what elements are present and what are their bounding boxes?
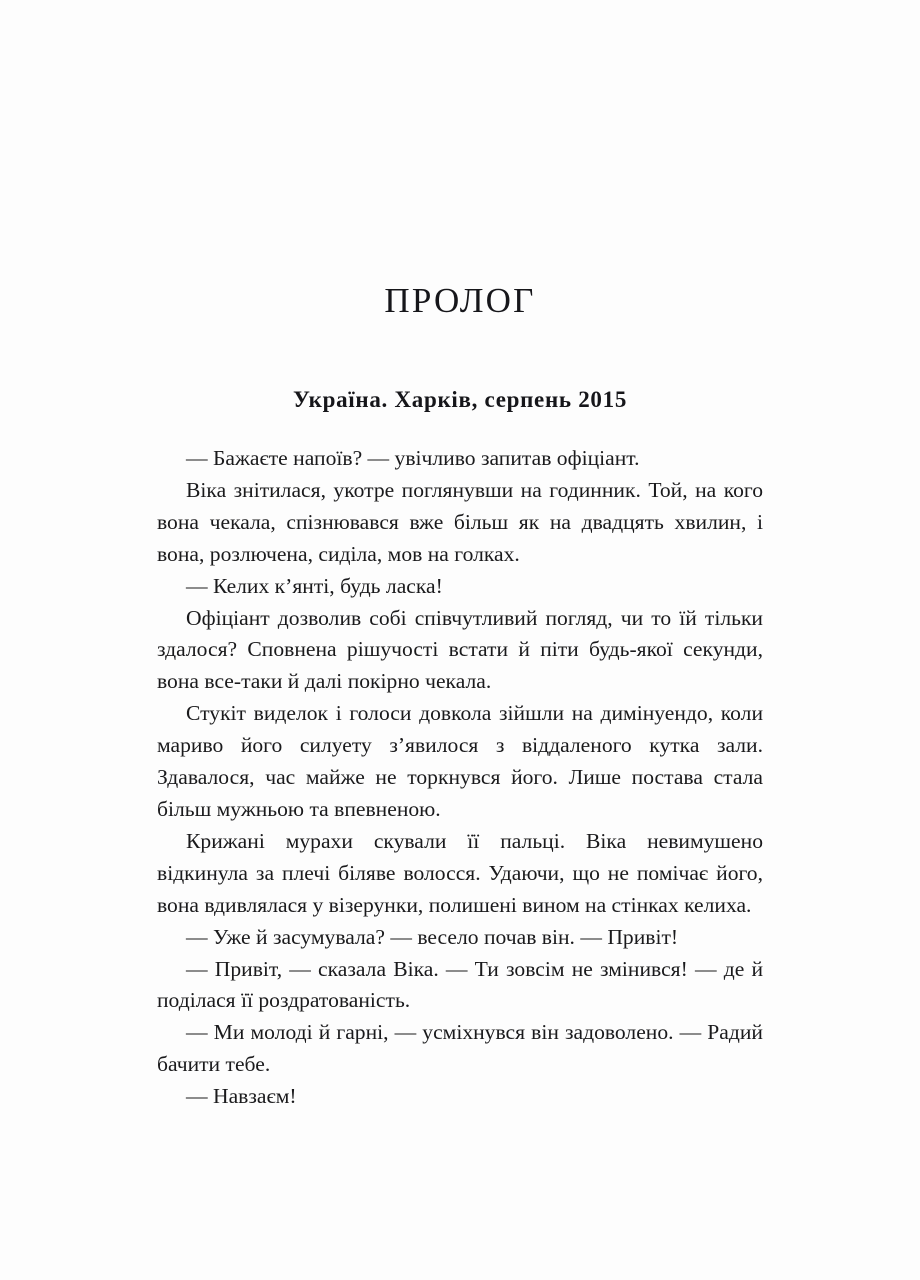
section-subtitle: Україна. Харків, серпень 2015 xyxy=(292,387,628,412)
paragraph: — Ми молоді й гарні, — усміхнувся він задоволено. — Радий бачити тебе. xyxy=(157,1020,763,1077)
paragraph: — Келих к’янті, будь ласка! xyxy=(186,573,443,598)
paragraph: — Бажаєте напоїв? — увічливо запитав офіціант. xyxy=(186,446,640,470)
body-text xyxy=(157,443,763,1113)
paragraph: Офіціант дозволив собі співчутливий погляд, чи то їй тільки здалося? Сповнена рішучості встати й піти будь-якої секунди, вона все-таки й далі покірно чекала. xyxy=(157,605,763,694)
paragraph: — Навзаєм! xyxy=(186,1084,297,1109)
paragraph: Крижані мурахи скували її пальці. Віка невимушено відкинула за плечі біляве волосся. Удаючи, що не помічає його, вона вдивлялася у візерунки, полишені вином на стінках келиха. xyxy=(157,828,763,917)
paragraph: — Уже й засумувала? — весело почав він. — Привіт! xyxy=(186,924,679,949)
paragraph: Віка знітилася, укотре поглянувши на годинник. Той, на кого вона чекала, спізнювався вже більш як на двадцять хвилин, і вона, розлючена, сиділа, мов на голках. xyxy=(157,477,763,566)
paragraph: Стукіт виделок і голоси довкола зійшли на димінуендо, коли мариво його силуету з’явилося з віддаленого кутка зали. Здавалося, час майже не торкнувся його. Лише постава стала більш мужньою та впевненою. xyxy=(157,701,763,821)
page-title: ПРОЛОГ xyxy=(384,281,536,321)
paragraph: — Привіт, — сказала Віка. — Ти зовсім не змінився! — де й поділася її роздратованість. xyxy=(157,956,763,1013)
